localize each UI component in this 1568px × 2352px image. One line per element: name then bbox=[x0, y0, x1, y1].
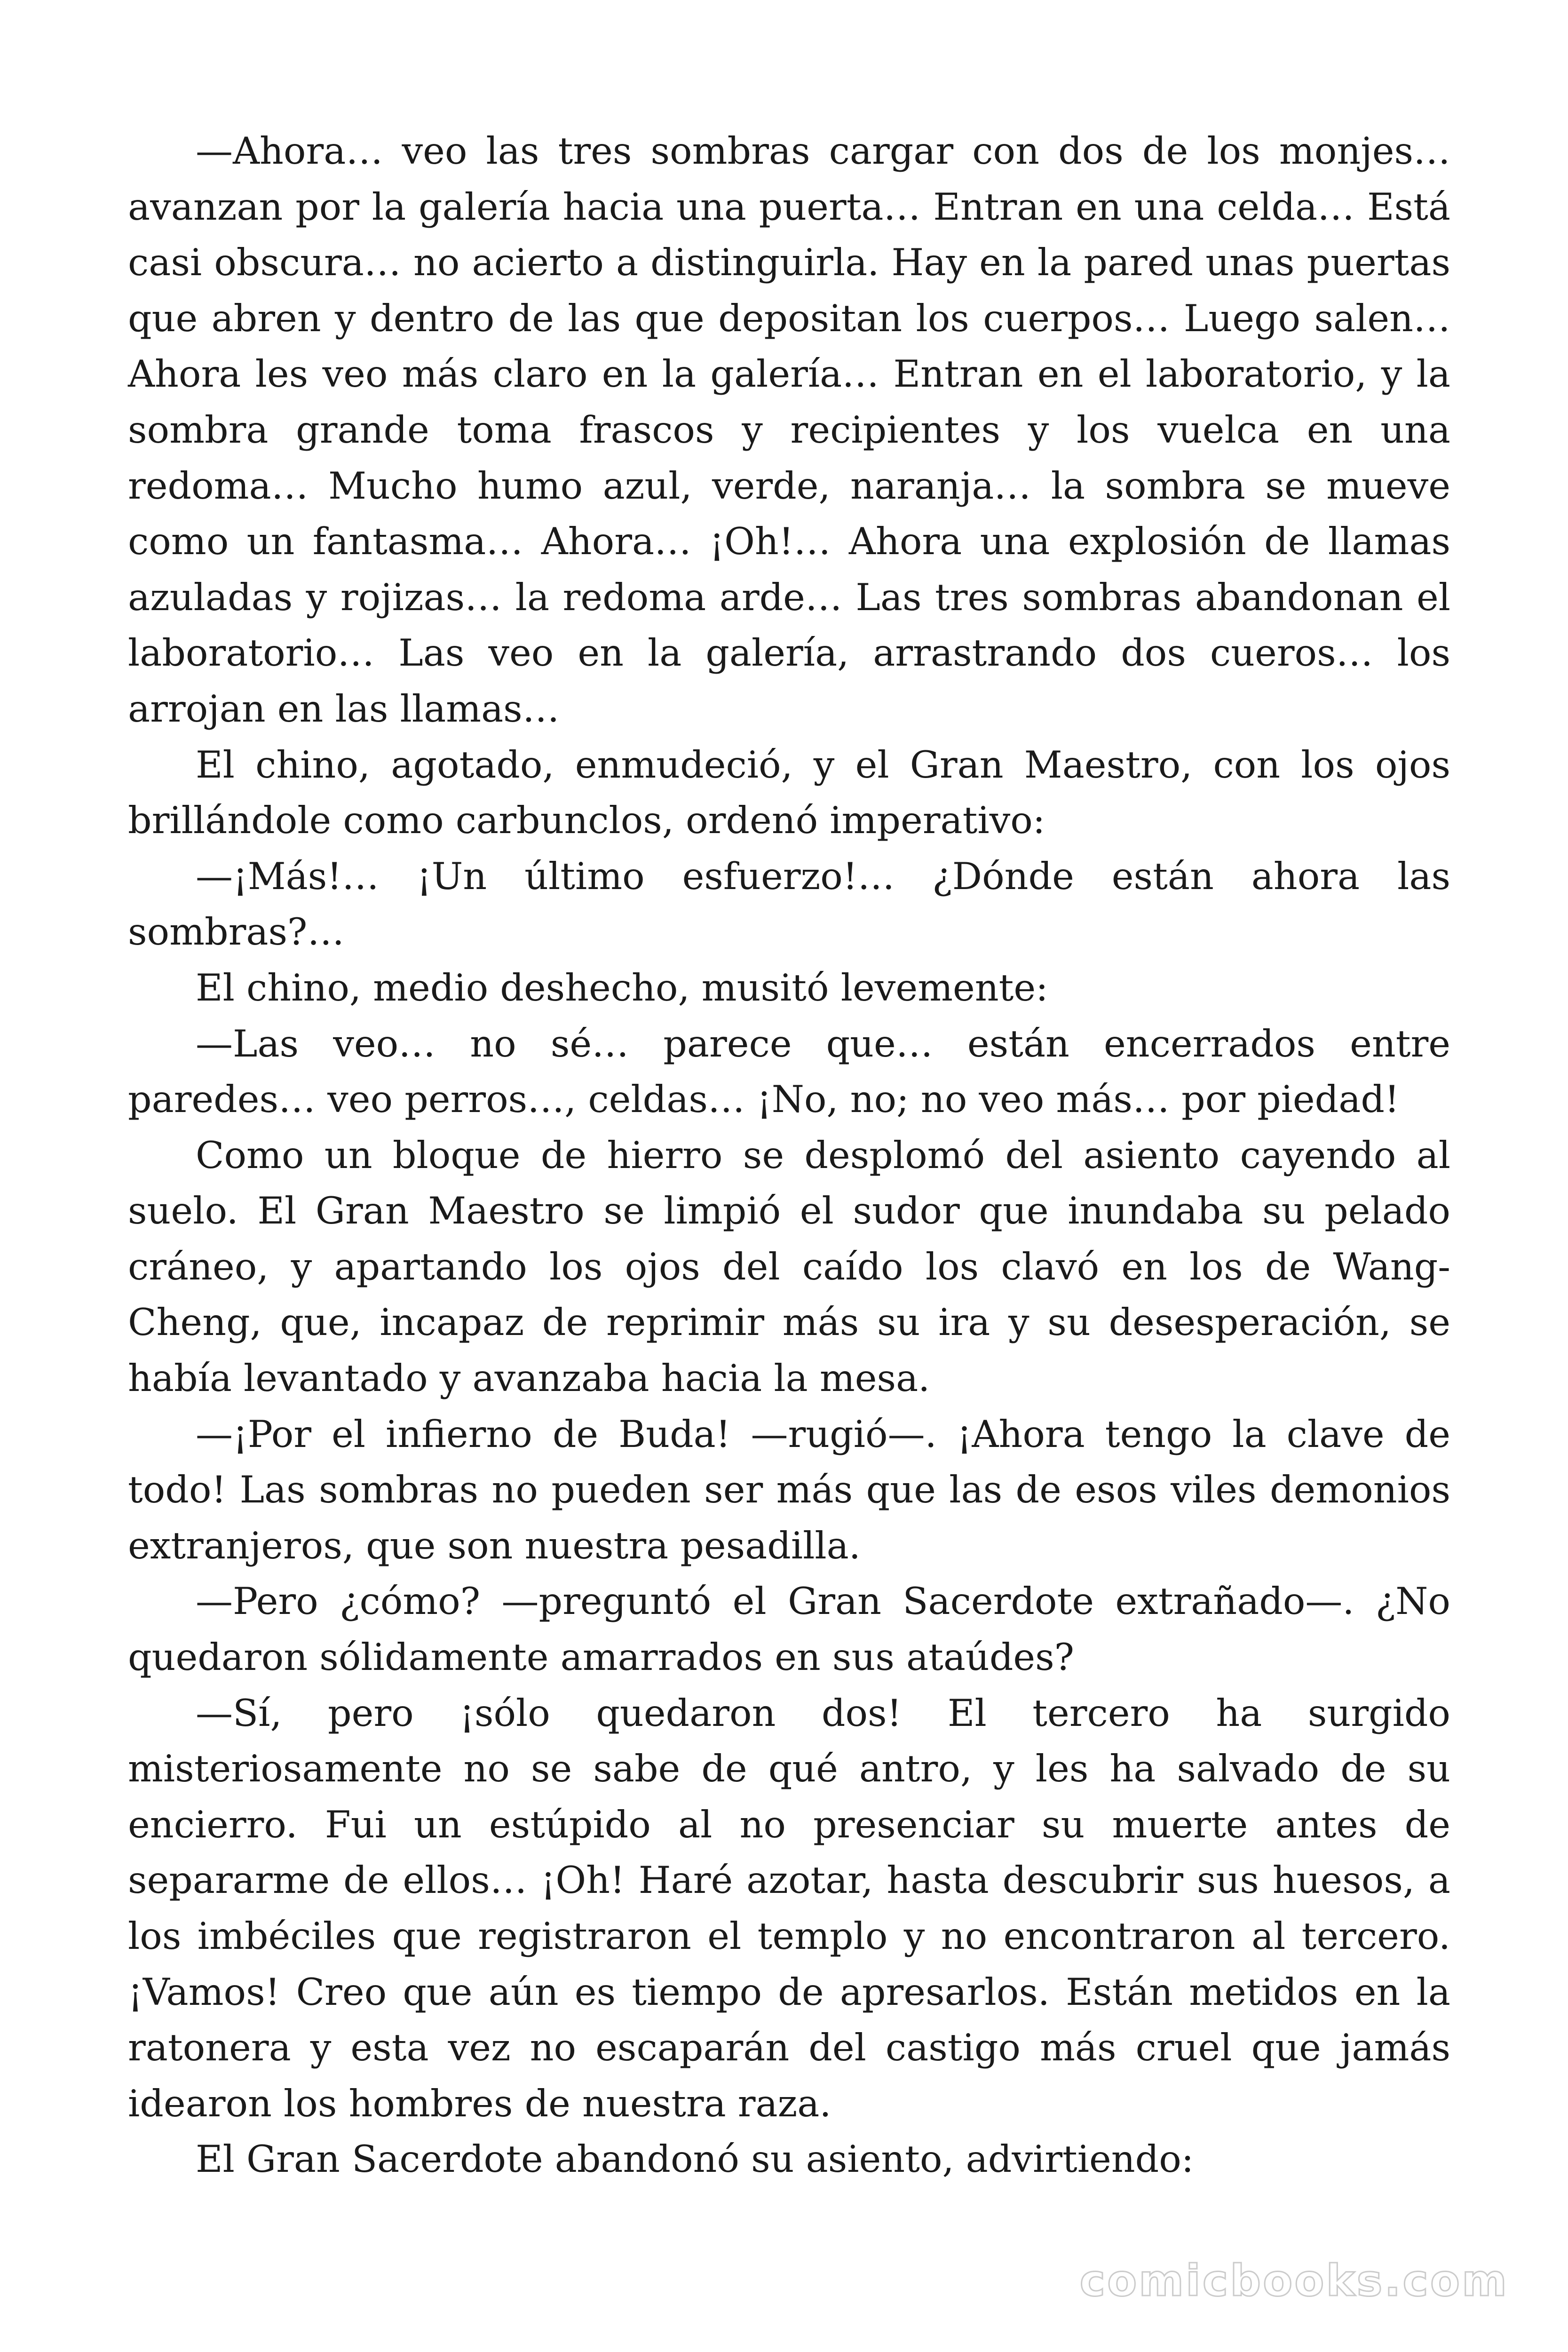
paragraph-2: El chino, agotado, enmudeció, y el Gran Maestro, con los ojos brillándole como carbunclos, ordenó imperativo: bbox=[128, 743, 1450, 842]
paragraph-4: El chino, medio deshecho, musitó levemente: bbox=[196, 966, 1048, 1009]
paragraph-6: Como un bloque de hierro se desplomó del asiento cayendo al suelo. El Gran Maestro se limpió el sudor que inundaba su pelado cráneo, y apartando los ojos del caído los clavó en los de Wang-Cheng, que, incapaz de reprimir más su ira y su desesperación, se había levantado y avanzaba hacia la mesa. bbox=[128, 1133, 1450, 1400]
paragraph-1: —Ahora… veo las tres sombras cargar con dos de los monjes… avanzan por la galería hacia una puerta… Entran en una celda… Está casi obscura… no acierto a distinguirla. Hay en la pared unas puertas que abren y dentro de las que depositan los cuerpos… Luego salen… Ahora les veo más claro en la galería… Entran en el laboratorio, y la sombra grande toma frascos y recipientes y los vuelca en una redoma… Mucho humo azul, verde, naranja… la sombra se mueve como un fantasma… Ahora… ¡Oh!… Ahora una explosión de llamas azuladas y rojizas… la redoma arde… Las tres sombras abandonan el laboratorio… Las veo en la galería, arrastrando dos cueros… los arrojan en las llamas… bbox=[128, 129, 1450, 731]
paragraph-9: —Sí, pero ¡sólo quedaron dos! El tercero ha surgido misteriosamente no se sabe de qué antro, y les ha salvado de su encierro. Fui un estúpido al no presenciar su muerte antes de separarme de ellos… ¡Oh! Haré azotar, hasta descubrir sus huesos, a los imbéciles que registraron el templo y no encontraron al tercero. ¡Vamos! Creo que aún es tiempo de apresarlos. Están metidos en la ratonera y esta vez no escaparán del castigo más cruel que jamás idearon los hombres de nuestra raza. bbox=[128, 1691, 1450, 2125]
page-body bbox=[128, 123, 1450, 2187]
paragraph-7: —¡Por el infierno de Buda! —rugió—. ¡Ahora tengo la clave de todo! Las sombras no pueden ser más que las de esos viles demonios extranjeros, que son nuestra pesadilla. bbox=[128, 1412, 1450, 1567]
paragraph-5: —Las veo… no sé… parece que… están encerrados entre paredes… veo perros…, celdas… ¡No, no; no veo más… por piedad! bbox=[128, 1022, 1450, 1121]
paragraph-8: —Pero ¿cómo? —preguntó el Gran Sacerdote extrañado—. ¿No quedaron sólidamente amarrados en sus ataúdes? bbox=[128, 1580, 1450, 1679]
watermark: comicbooks.com bbox=[1079, 2256, 1509, 2306]
paragraph-10: El Gran Sacerdote abandonó su asiento, advirtiendo: bbox=[196, 2137, 1194, 2181]
paragraph-3: —¡Más!… ¡Un último esfuerzo!… ¿Dónde están ahora las sombras?… bbox=[128, 854, 1450, 954]
